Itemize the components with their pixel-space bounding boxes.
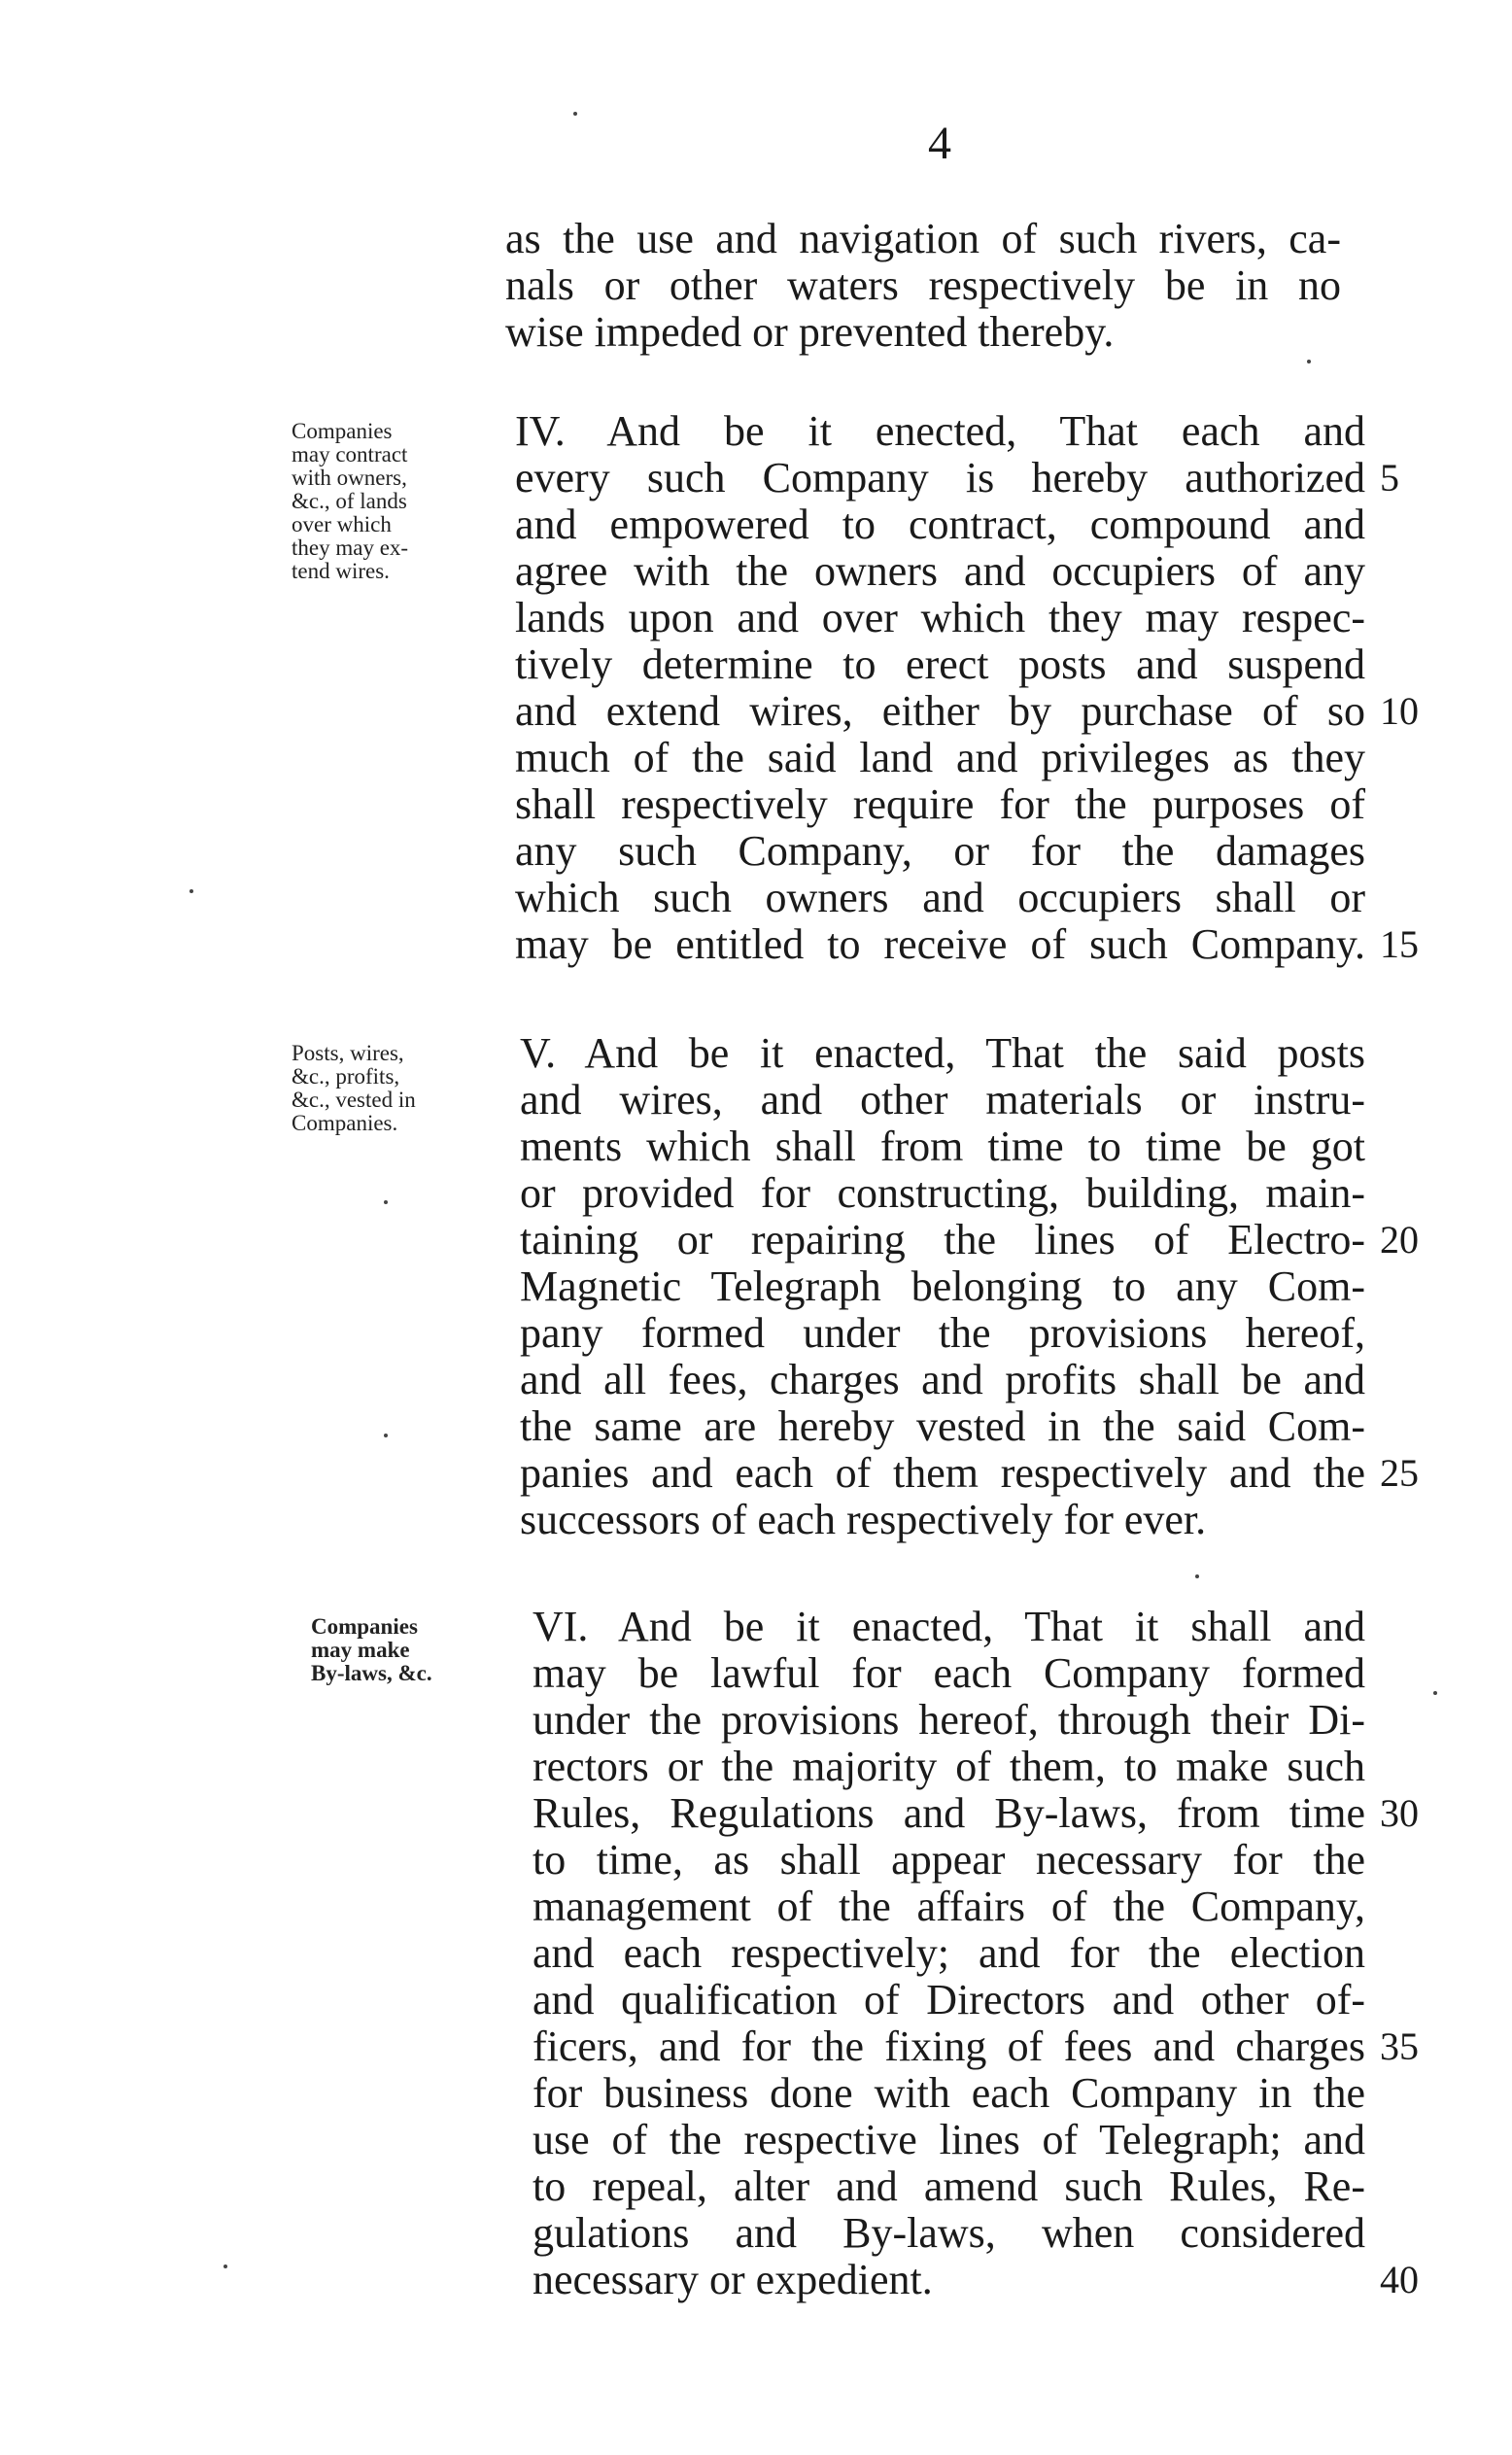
text-line: gulations and By-laws, when considered	[533, 2209, 1365, 2257]
line-number: 15	[1380, 922, 1419, 966]
text-line: agree with the owners and occupiers of any	[515, 547, 1365, 595]
text-line: and qualification of Directors and other of-	[533, 1976, 1365, 2023]
text-line: and empowered to contract, compound and	[515, 501, 1365, 548]
text-line: or provided for constructing, building, main-	[520, 1169, 1365, 1217]
text-line: to time, as shall appear necessary for the	[533, 1836, 1365, 1884]
margin-note-section-5	[292, 1042, 416, 1135]
text-line: which such owners and occupiers shall or	[515, 874, 1365, 921]
margin-note-line: Companies	[292, 419, 393, 443]
margin-note-line: they may ex-	[292, 536, 409, 560]
text-line: rectors or the majority of them, to make such	[533, 1743, 1365, 1790]
line-number: 25	[1380, 1451, 1419, 1495]
line-number: 5	[1380, 456, 1399, 500]
margin-note-line: &c., profits,	[292, 1064, 400, 1089]
text-line: lands upon and over which they may respec-	[515, 594, 1365, 641]
section-4-paragraph	[515, 408, 1365, 968]
text-line: Magnetic Telegraph belonging to any Com-	[520, 1262, 1365, 1310]
text-line: the same are hereby vested in the said Com-	[520, 1402, 1365, 1450]
line-number: 35	[1380, 2024, 1419, 2068]
text-line: tively determine to erect posts and suspend	[515, 640, 1365, 688]
text-line: ments which shall from time to time be got	[520, 1123, 1365, 1170]
margin-note-line: By-laws, &c.	[311, 1661, 432, 1685]
section-5-paragraph	[520, 1030, 1365, 1543]
text-line: wise impeded or prevented thereby.	[505, 308, 1115, 356]
margin-note-line: &c., of lands	[292, 489, 407, 513]
text-line: and each respectively; and for the election	[533, 1929, 1365, 1977]
text-line: panies and each of them respectively and the	[520, 1449, 1365, 1497]
text-line: may be entitled to receive of such Company.	[515, 920, 1365, 968]
margin-note-line: Companies.	[292, 1111, 398, 1135]
text-line: to repeal, alter and amend such Rules, Re-	[533, 2162, 1365, 2210]
margin-note-line: with owners,	[292, 466, 407, 490]
text-line: may be lawful for each Company formed	[533, 1649, 1365, 1697]
margin-note-line: may make	[311, 1638, 410, 1662]
line-number: 10	[1380, 689, 1419, 733]
text-line: any such Company, or for the damages	[515, 827, 1365, 875]
text-line: management of the affairs of the Company,	[533, 1883, 1365, 1930]
line-number: 40	[1380, 2258, 1419, 2301]
margin-note-line: Posts, wires,	[292, 1041, 404, 1065]
text-line: nals or other waters respectively be in no	[505, 261, 1341, 309]
section-6-paragraph	[533, 1604, 1365, 2303]
text-line: use of the respective lines of Telegraph; and	[533, 2116, 1365, 2163]
intro-paragraph	[505, 216, 1341, 356]
text-line: shall respectively require for the purposes of	[515, 780, 1365, 828]
margin-note-line: tend wires.	[292, 559, 390, 583]
margin-note-section-4	[292, 420, 408, 583]
margin-note-line: over which	[292, 512, 392, 536]
text-line: V. And be it enacted, That the said posts	[520, 1029, 1365, 1077]
text-line: every such Company is hereby authorized	[515, 454, 1365, 501]
text-line: necessary or expedient.	[533, 2256, 933, 2303]
page-number: 4	[928, 118, 951, 169]
line-number: 30	[1380, 1791, 1419, 1835]
text-line: and all fees, charges and profits shall be and	[520, 1356, 1365, 1403]
text-line: IV. And be it enected, That each and	[515, 407, 1365, 455]
text-line: and wires, and other materials or instru-	[520, 1076, 1365, 1124]
text-line: taining or repairing the lines of Electro-	[520, 1216, 1365, 1263]
text-line: under the provisions hereof, through their Di-	[533, 1696, 1365, 1744]
margin-note-line: Companies	[311, 1614, 418, 1639]
text-line: as the use and navigation of such rivers, ca-	[505, 215, 1341, 262]
text-line: much of the said land and privileges as they	[515, 734, 1365, 781]
text-line: successors of each respectively for ever.	[520, 1496, 1207, 1543]
margin-note-line: may contract	[292, 442, 408, 467]
text-line: and extend wires, either by purchase of so	[515, 687, 1365, 735]
line-number: 20	[1380, 1218, 1419, 1262]
margin-note-line: &c., vested in	[292, 1088, 416, 1112]
text-line: VI. And be it enacted, That it shall and	[533, 1603, 1365, 1650]
text-line: Rules, Regulations and By-laws, from time	[533, 1789, 1365, 1837]
text-line: ficers, and for the fixing of fees and charges	[533, 2023, 1365, 2070]
text-line: pany formed under the provisions hereof,	[520, 1309, 1365, 1357]
text-line: for business done with each Company in the	[533, 2069, 1365, 2117]
margin-note-section-6	[311, 1615, 432, 1685]
